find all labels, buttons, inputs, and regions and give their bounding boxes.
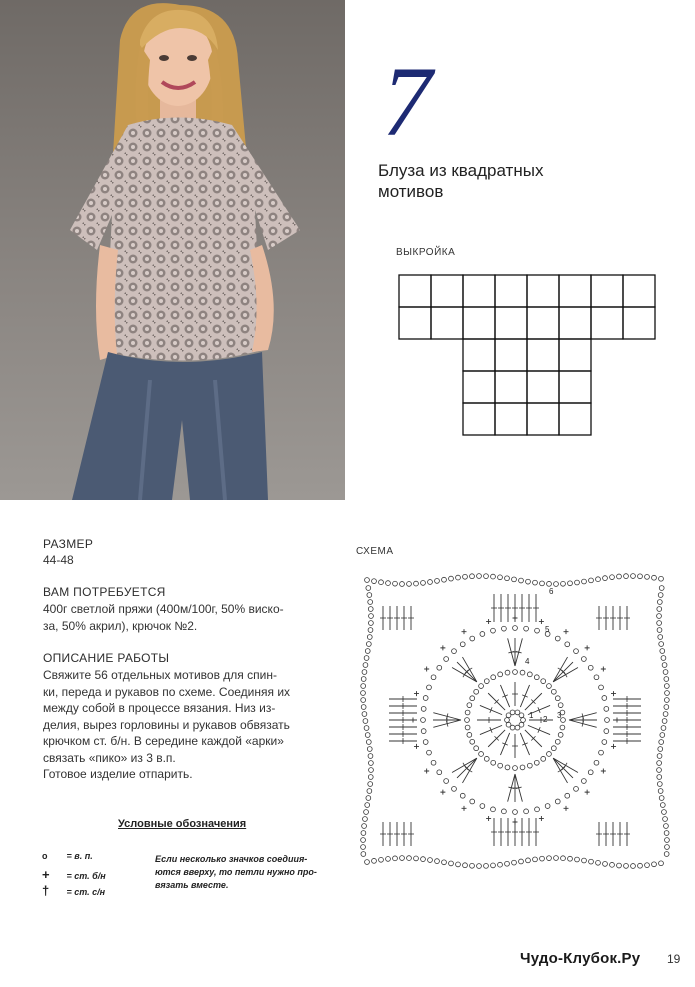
materials-text bbox=[43, 601, 348, 634]
svg-text:4: 4 bbox=[525, 657, 530, 666]
size-heading: РАЗМЕР bbox=[43, 537, 94, 551]
materials-heading: ВАМ ПОТРЕБУЕТСЯ bbox=[43, 585, 166, 599]
svg-text:1: 1 bbox=[529, 711, 534, 720]
pattern-number: 7 bbox=[382, 46, 432, 157]
svg-text:6: 6 bbox=[549, 587, 554, 596]
title-line-2: мотивов bbox=[378, 182, 444, 201]
legend-item-label: = в. п. bbox=[66, 851, 93, 861]
legend-item-double-crochet bbox=[42, 883, 152, 898]
legend-title: Условные обозначения bbox=[118, 818, 247, 830]
double-crochet-symbol: † bbox=[42, 883, 50, 898]
page-number: 19 bbox=[667, 952, 681, 966]
title-line-1: Блуза из квадратных bbox=[378, 161, 544, 180]
brand-watermark: Чудо-Клубок.Ру bbox=[520, 950, 641, 967]
svg-text:5: 5 bbox=[545, 625, 550, 634]
instructions-line: ки, переда и рукавов по схеме. Соединяя их bbox=[43, 684, 291, 699]
instructions-heading: ОПИСАНИЕ РАБОТЫ bbox=[43, 651, 170, 665]
model-photo bbox=[0, 0, 345, 500]
model-photo-illustration bbox=[0, 0, 345, 500]
instructions-line: между собой в процессе вязания. Низ из- bbox=[43, 701, 276, 715]
pattern-label: ВЫКРОЙКА bbox=[396, 247, 456, 258]
legend-note bbox=[155, 853, 335, 892]
legend-note-line: Если несколько значков соедиия- bbox=[155, 854, 308, 864]
pattern-grid bbox=[398, 274, 658, 440]
instructions-text bbox=[43, 667, 348, 783]
instructions-line: связать «пико» из 3 в.п. bbox=[43, 750, 176, 765]
legend-item-label: = ст. б/н bbox=[66, 871, 106, 881]
svg-text:3: 3 bbox=[557, 711, 562, 720]
instructions-line: Свяжите 56 отдельных мотивов для спин- bbox=[43, 668, 277, 682]
materials-line: 400г светлой пряжи (400м/100г, 50% виско- bbox=[43, 602, 284, 616]
chart-label: СХЕМА bbox=[356, 546, 394, 557]
chain-stitch-symbol: o bbox=[42, 851, 48, 861]
crochet-chart bbox=[355, 570, 675, 880]
legend-item-chain bbox=[42, 851, 152, 861]
size-value: 44-48 bbox=[43, 553, 74, 567]
instructions-line: крючком ст. б/н. В середине каждой «арки» bbox=[43, 734, 284, 748]
page-title bbox=[378, 160, 678, 202]
materials-line: за, 50% акрил), крючок №2. bbox=[43, 618, 198, 633]
legend-item-label: = ст. с/н bbox=[66, 887, 106, 897]
svg-text:2: 2 bbox=[543, 715, 548, 724]
instructions-line: Готовое изделие отпарить. bbox=[43, 767, 193, 781]
legend-item-single-crochet bbox=[42, 867, 152, 882]
instructions-line: делия, вырез горловины и рукавов обвязать bbox=[43, 717, 290, 732]
legend-note-line: вязать вместе. bbox=[155, 880, 229, 890]
legend-note-line: ются вверху, то петли нужно про- bbox=[155, 867, 317, 877]
single-crochet-symbol: + bbox=[42, 867, 50, 882]
